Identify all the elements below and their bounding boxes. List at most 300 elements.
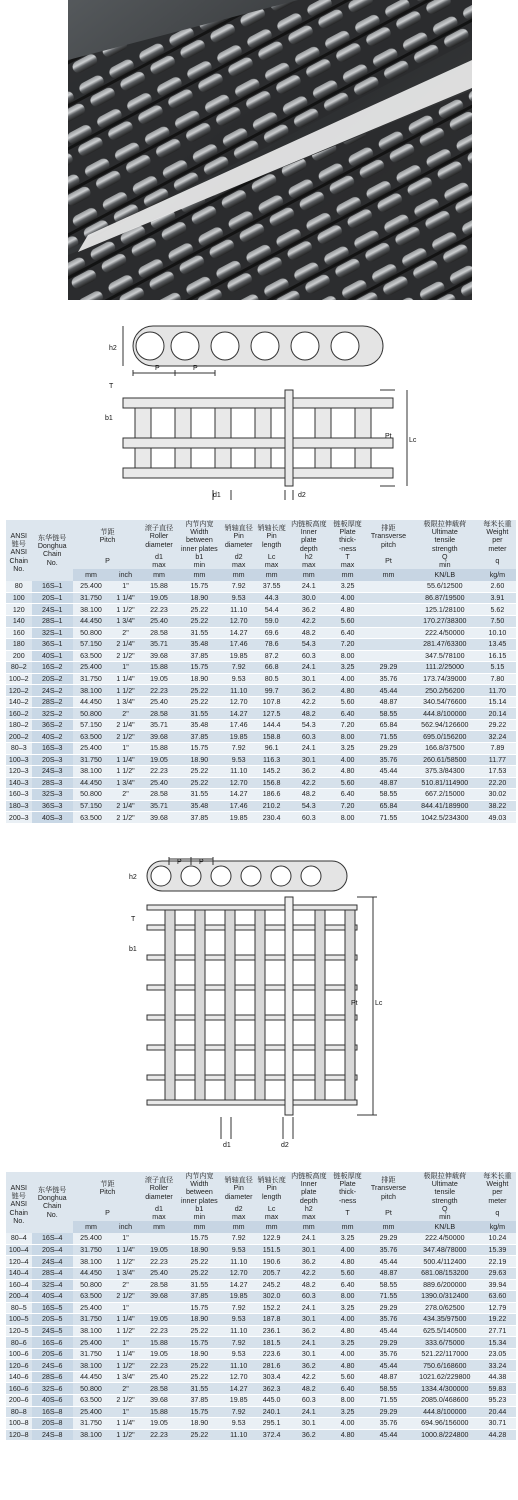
table-cell: 30.1 [289, 673, 329, 685]
table-cell: 25.22 [176, 777, 223, 789]
label-pt: Pt [385, 433, 392, 440]
table-cell: 28.58 [142, 789, 176, 801]
hdr-ansi-2: ANSI 链号 ANSI Chain No. [6, 1172, 32, 1233]
table-cell: 107.8 [255, 696, 289, 708]
sym-p-2: P [73, 1205, 142, 1221]
table-cell: 11.10 [223, 1256, 255, 1268]
table-cell: 245.2 [255, 1279, 289, 1291]
table-cell: 7.50 [479, 615, 516, 627]
sym-pt-2: Pt [366, 1205, 411, 1221]
table-cell: 35.76 [366, 754, 411, 766]
table-cell: 127.5 [255, 708, 289, 720]
donghua-chain-no: 28S–1 [32, 615, 73, 627]
table-cell: 11.10 [223, 1429, 255, 1441]
table-cell: 1 3/4" [109, 696, 142, 708]
donghua-chain-no: 36S–3 [32, 800, 73, 812]
table-cell: 4.80 [329, 1429, 366, 1441]
unit-kgm: kg/m [479, 569, 516, 581]
table-cell: 15.75 [176, 742, 223, 754]
unit-mm: mm [366, 1221, 411, 1233]
ansi-chain-no: 80 [6, 581, 32, 593]
table-cell: 10.24 [479, 1233, 516, 1245]
table-cell: 71.55 [366, 731, 411, 743]
table-cell: 15.75 [176, 581, 223, 593]
sym-p: P [73, 553, 142, 569]
table-cell: 36.2 [289, 604, 329, 616]
table-cell: 25.400 [73, 1233, 109, 1245]
chain-photo [68, 0, 472, 300]
donghua-chain-no: 20S–6 [32, 1348, 73, 1360]
table-cell: 5.60 [329, 1267, 366, 1279]
table-cell: 25.22 [176, 1429, 223, 1441]
table-row [6, 1337, 516, 1349]
table-cell: 8.00 [329, 650, 366, 662]
table-cell [366, 604, 411, 616]
donghua-chain-no: 32S–1 [32, 627, 73, 639]
table-cell: 58.55 [366, 708, 411, 720]
table-cell: 58.55 [366, 1383, 411, 1395]
table-row [6, 685, 516, 697]
table-cell: 30.71 [479, 1418, 516, 1430]
donghua-chain-no: 16S–4 [32, 1233, 73, 1245]
table-row [6, 673, 516, 685]
table-cell: 4.00 [329, 1418, 366, 1430]
donghua-chain-no: 40S–2 [32, 731, 73, 743]
hdr-transverse: 排距 Transverse pitch [366, 520, 411, 553]
donghua-chain-no: 24S–8 [32, 1429, 73, 1441]
table-cell: 19.85 [223, 1291, 255, 1303]
table-cell: 58.55 [366, 1279, 411, 1291]
ansi-chain-no: 140–2 [6, 696, 32, 708]
table-cell: 2" [109, 1383, 142, 1395]
table-cell: 63.60 [479, 1291, 516, 1303]
table-cell: 38.100 [73, 685, 109, 697]
table-cell: 1021.62/229800 [411, 1371, 479, 1383]
sym-d1-2: d1 max [142, 1205, 176, 1221]
table-cell: 24.1 [289, 662, 329, 674]
table-cell: 667.2/15000 [411, 789, 479, 801]
table-cell: 22.20 [479, 777, 516, 789]
donghua-chain-no: 16S–5 [32, 1302, 73, 1314]
label-p2: P [193, 365, 198, 372]
table-cell: 375.3/84300 [411, 766, 479, 778]
table-cell: 3.25 [329, 1406, 366, 1418]
table-cell: 15.88 [142, 1406, 176, 1418]
table-cell: 302.0 [255, 1291, 289, 1303]
table-cell: 444.8/100000 [411, 708, 479, 720]
table-cell: 39.68 [142, 650, 176, 662]
table-cell: 2 1/2" [109, 1394, 142, 1406]
table-cell: 205.7 [255, 1267, 289, 1279]
table-row [6, 1360, 516, 1372]
table-cell: 30.1 [289, 1418, 329, 1430]
table-cell: 45.44 [366, 1325, 411, 1337]
table-cell: 1 1/4" [109, 1314, 142, 1326]
table-cell: 2" [109, 708, 142, 720]
label-p-2: P [177, 859, 182, 866]
table-cell: 22.19 [479, 1256, 516, 1268]
table-cell: 54.3 [289, 639, 329, 651]
table-cell: 38.100 [73, 1360, 109, 1372]
donghua-chain-no: 16S–2 [32, 662, 73, 674]
table-cell: 99.7 [255, 685, 289, 697]
table-row [6, 1325, 516, 1337]
donghua-chain-no: 28S–4 [32, 1267, 73, 1279]
table-cell: 50.800 [73, 708, 109, 720]
ansi-chain-no: 100–5 [6, 1314, 32, 1326]
table-cell: 63.500 [73, 731, 109, 743]
unit-kn: KN/LB [411, 1221, 479, 1233]
table-cell: 20.44 [479, 1406, 516, 1418]
table-cell: 25.22 [176, 685, 223, 697]
table-cell: 4.00 [329, 1348, 366, 1360]
table-cell: 14.27 [223, 789, 255, 801]
table-row [6, 1256, 516, 1268]
table-cell: 37.85 [176, 812, 223, 824]
table-row [6, 800, 516, 812]
table-cell: 1 3/4" [109, 1267, 142, 1279]
table-cell: 2 1/4" [109, 639, 142, 651]
sym-d2: d2 max [223, 553, 255, 569]
table-cell: 48.2 [289, 708, 329, 720]
hdr-pin-diameter-2: 销轴直径 Pin diameter [223, 1172, 255, 1205]
table-cell: 187.8 [255, 1314, 289, 1326]
table-row [6, 1383, 516, 1395]
table-cell: 50.800 [73, 789, 109, 801]
table-row [6, 742, 516, 754]
sym-q: Q min [411, 553, 479, 569]
table-cell: 7.92 [223, 1406, 255, 1418]
table-cell: 2 1/2" [109, 650, 142, 662]
table-cell: 60.3 [289, 812, 329, 824]
hdr-width: 内节内宽 Width between inner plates [176, 520, 223, 553]
table-cell: 25.22 [176, 1371, 223, 1383]
table-cell: 166.8/37500 [411, 742, 479, 754]
table-cell: 22.23 [142, 1325, 176, 1337]
table-cell: 50.800 [73, 627, 109, 639]
sym-h2-2: h2 max [289, 1205, 329, 1221]
table-cell: 17.46 [223, 719, 255, 731]
table-cell: 1 1/4" [109, 1418, 142, 1430]
ansi-chain-no: 80–2 [6, 662, 32, 674]
hdr-roller: 滚子直径 Roller diameter [142, 520, 176, 553]
table-cell: 35.48 [176, 639, 223, 651]
donghua-chain-no: 20S–3 [32, 754, 73, 766]
table-cell: 57.150 [73, 719, 109, 731]
hdr-tensile: 极限拉伸载荷 Ultimate tensile strength [411, 520, 479, 553]
table-cell: 38.100 [73, 1256, 109, 1268]
donghua-chain-no: 24S–6 [32, 1360, 73, 1372]
table-cell: 2" [109, 627, 142, 639]
table-cell: 15.14 [479, 696, 516, 708]
unit-kn: KN/LB [411, 569, 479, 581]
table-row [6, 1429, 516, 1441]
table-cell: 42.2 [289, 1267, 329, 1279]
table-row [6, 766, 516, 778]
table-cell: 116.3 [255, 754, 289, 766]
table-cell: 44.38 [479, 1371, 516, 1383]
table-cell: 15.75 [176, 1406, 223, 1418]
label-p: P [155, 365, 160, 372]
table-cell: 87.2 [255, 650, 289, 662]
table-cell: 30.0 [289, 592, 329, 604]
table-cell: 236.1 [255, 1325, 289, 1337]
donghua-chain-no: 40S–4 [32, 1291, 73, 1303]
table-cell [142, 1233, 176, 1245]
table-cell: 37.85 [176, 731, 223, 743]
table-row [6, 1394, 516, 1406]
sym-q-2: Q min [411, 1205, 479, 1221]
table-cell: 48.2 [289, 789, 329, 801]
table-cell: 1 1/2" [109, 766, 142, 778]
unit-mm: mm [329, 569, 366, 581]
hdr-pitch-2: 节距 Pitch [73, 1172, 142, 1205]
table-cell: 44.450 [73, 696, 109, 708]
table-cell: 3.25 [329, 1302, 366, 1314]
table-cell: 889.6/200000 [411, 1279, 479, 1291]
table-cell: 29.29 [366, 1233, 411, 1245]
unit-mm: mm [142, 1221, 176, 1233]
table-cell: 7.20 [329, 639, 366, 651]
table-cell: 14.27 [223, 708, 255, 720]
table-cell: 25.400 [73, 581, 109, 593]
table-cell: 50.800 [73, 1383, 109, 1395]
table-cell: 24.1 [289, 1406, 329, 1418]
table-cell: 39.94 [479, 1279, 516, 1291]
table-cell: 65.84 [366, 719, 411, 731]
table-cell: 1 1/2" [109, 1429, 142, 1441]
table-cell: 39.68 [142, 1394, 176, 1406]
table-cell: 1" [109, 1406, 142, 1418]
sym-b1-2: b1 min [176, 1205, 223, 1221]
ansi-chain-no: 200–6 [6, 1394, 32, 1406]
label-b1-2: b1 [129, 946, 137, 953]
table-cell: 27.71 [479, 1325, 516, 1337]
table-cell: 3.25 [329, 662, 366, 674]
table-cell: 36.2 [289, 766, 329, 778]
sym-lc: Lc max [255, 553, 289, 569]
table-cell: 2 1/4" [109, 800, 142, 812]
spec-table-1 [6, 520, 516, 824]
table-cell: 152.2 [255, 1302, 289, 1314]
table-cell: 18.90 [176, 673, 223, 685]
table-cell: 18.90 [176, 1348, 223, 1360]
donghua-chain-no: 20S–2 [32, 673, 73, 685]
table-cell: 5.15 [479, 662, 516, 674]
unit-mm: mm [255, 569, 289, 581]
table-cell: 44.450 [73, 1371, 109, 1383]
table-cell: 12.70 [223, 777, 255, 789]
table-cell: 29.29 [366, 742, 411, 754]
table-cell: 29.63 [479, 1267, 516, 1279]
table-cell: 25.40 [142, 696, 176, 708]
table-cell: 11.10 [223, 604, 255, 616]
table-cell: 38.100 [73, 766, 109, 778]
table-cell: 19.85 [223, 650, 255, 662]
table-cell: 12.70 [223, 696, 255, 708]
table-cell: 156.8 [255, 777, 289, 789]
ansi-chain-no: 160–6 [6, 1383, 32, 1395]
table-cell: 1390.0/312400 [411, 1291, 479, 1303]
donghua-chain-no: 40S–1 [32, 650, 73, 662]
hdr-plate-depth-2: 内链板高度 Inner plate depth [289, 1172, 329, 1205]
table-cell: 66.8 [255, 662, 289, 674]
table-cell: 25.22 [176, 1360, 223, 1372]
table-cell: 9.53 [223, 1314, 255, 1326]
donghua-chain-no: 32S–4 [32, 1279, 73, 1291]
table-row [6, 812, 516, 824]
donghua-chain-no: 20S–8 [32, 1418, 73, 1430]
table-cell: 1 3/4" [109, 615, 142, 627]
table-cell: 13.45 [479, 639, 516, 651]
unit-inch: inch [109, 1221, 142, 1233]
table-cell: 33.24 [479, 1360, 516, 1372]
donghua-chain-no: 24S–4 [32, 1256, 73, 1268]
table-cell: 28.58 [142, 708, 176, 720]
table-cell: 4.80 [329, 1360, 366, 1372]
table-cell: 19.05 [142, 592, 176, 604]
table-cell: 11.77 [479, 754, 516, 766]
table-cell: 25.22 [176, 1267, 223, 1279]
table-cell: 695.0/156200 [411, 731, 479, 743]
table-row [6, 1279, 516, 1291]
unit-mm: mm [73, 569, 109, 581]
table-cell: 35.48 [176, 800, 223, 812]
table-cell: 30.02 [479, 789, 516, 801]
unit-mm: mm [329, 1221, 366, 1233]
table-cell: 11.10 [223, 1360, 255, 1372]
table-cell: 69.6 [255, 627, 289, 639]
table-cell: 29.22 [479, 719, 516, 731]
label-h2-2: h2 [129, 874, 137, 881]
sym-lc-2: Lc max [255, 1205, 289, 1221]
ansi-chain-no: 120–5 [6, 1325, 32, 1337]
table-cell: 521.22/117000 [411, 1348, 479, 1360]
table-cell: 25.400 [73, 742, 109, 754]
table-row [6, 650, 516, 662]
table-cell: 14.27 [223, 627, 255, 639]
table-cell: 25.400 [73, 662, 109, 674]
table-cell: 14.27 [223, 1383, 255, 1395]
table-row [6, 1302, 516, 1314]
table-cell: 35.71 [142, 800, 176, 812]
table-cell: 190.6 [255, 1256, 289, 1268]
table-cell: 15.75 [176, 1302, 223, 1314]
table-cell: 28.58 [142, 1383, 176, 1395]
table-cell: 3.25 [329, 1337, 366, 1349]
table-cell: 12.70 [223, 1267, 255, 1279]
table-cell: 37.85 [176, 1291, 223, 1303]
table-cell: 4.00 [329, 754, 366, 766]
table-cell: 45.44 [366, 685, 411, 697]
ansi-chain-no: 120–3 [6, 766, 32, 778]
table-row [6, 1371, 516, 1383]
table-cell: 4.80 [329, 1256, 366, 1268]
table-cell: 20.14 [479, 708, 516, 720]
table-cell: 1 1/4" [109, 1348, 142, 1360]
table-cell: 281.6 [255, 1360, 289, 1372]
table-cell: 4.00 [329, 592, 366, 604]
table-cell: 303.4 [255, 1371, 289, 1383]
table-cell: 45.44 [366, 766, 411, 778]
table-1-body [6, 581, 516, 823]
table-cell: 340.54/76600 [411, 696, 479, 708]
table-cell: 96.1 [255, 742, 289, 754]
table-cell: 31.750 [73, 754, 109, 766]
table-cell: 2.60 [479, 581, 516, 593]
table-cell: 7.92 [223, 1233, 255, 1245]
hdr-plate-depth: 内链板高度 Inner plate depth [289, 520, 329, 553]
table-cell: 38.100 [73, 1325, 109, 1337]
table-cell: 22.23 [142, 766, 176, 778]
table-cell: 222.4/50000 [411, 627, 479, 639]
table-cell: 8.00 [329, 731, 366, 743]
table-cell: 86.87/19500 [411, 592, 479, 604]
table-cell: 19.05 [142, 1314, 176, 1326]
label-p-3: P [199, 859, 204, 866]
table-row [6, 1418, 516, 1430]
table-cell: 22.23 [142, 1429, 176, 1441]
table-cell: 3.91 [479, 592, 516, 604]
table-cell: 35.76 [366, 1348, 411, 1360]
table-row [6, 789, 516, 801]
donghua-chain-no: 20S–1 [32, 592, 73, 604]
table-cell: 19.05 [142, 673, 176, 685]
table-cell: 15.75 [176, 1233, 223, 1245]
ansi-chain-no: 160–4 [6, 1279, 32, 1291]
table-cell: 35.71 [142, 719, 176, 731]
table-cell: 181.5 [255, 1337, 289, 1349]
label-d2-2: d2 [281, 1142, 289, 1149]
table-cell: 44.450 [73, 1267, 109, 1279]
table-cell: 24.1 [289, 1302, 329, 1314]
table-cell: 1334.4/300000 [411, 1383, 479, 1395]
table-cell: 25.40 [142, 1267, 176, 1279]
table-cell: 59.83 [479, 1383, 516, 1395]
table-cell: 7.92 [223, 742, 255, 754]
table-cell: 60.3 [289, 731, 329, 743]
table-cell: 144.4 [255, 719, 289, 731]
table-cell: 19.85 [223, 1394, 255, 1406]
sym-t: T max [329, 553, 366, 569]
table-cell: 7.92 [223, 662, 255, 674]
ansi-chain-no: 120 [6, 604, 32, 616]
table-cell: 2085.0/468600 [411, 1394, 479, 1406]
donghua-chain-no: 32S–3 [32, 789, 73, 801]
table-cell: 37.85 [176, 1394, 223, 1406]
table-cell: 31.55 [176, 708, 223, 720]
ansi-chain-no: 160 [6, 627, 32, 639]
table-cell: 19.05 [142, 1348, 176, 1360]
table-cell: 25.400 [73, 1406, 109, 1418]
table-cell: 95.23 [479, 1394, 516, 1406]
table-cell: 48.2 [289, 627, 329, 639]
table-cell: 29.29 [366, 1302, 411, 1314]
table-cell: 230.4 [255, 812, 289, 824]
unit-mm: mm [176, 1221, 223, 1233]
table-row [6, 1406, 516, 1418]
table-cell: 57.150 [73, 800, 109, 812]
sym-qw: q [479, 553, 516, 569]
table-cell: 59.0 [255, 615, 289, 627]
table-cell: 1 1/2" [109, 1360, 142, 1372]
hdr-transverse-2: 排距 Transverse pitch [366, 1172, 411, 1205]
table-cell [366, 650, 411, 662]
ansi-chain-no: 80–5 [6, 1302, 32, 1314]
table-cell: 60.3 [289, 1291, 329, 1303]
table-cell: 1" [109, 662, 142, 674]
table-cell: 445.0 [255, 1394, 289, 1406]
